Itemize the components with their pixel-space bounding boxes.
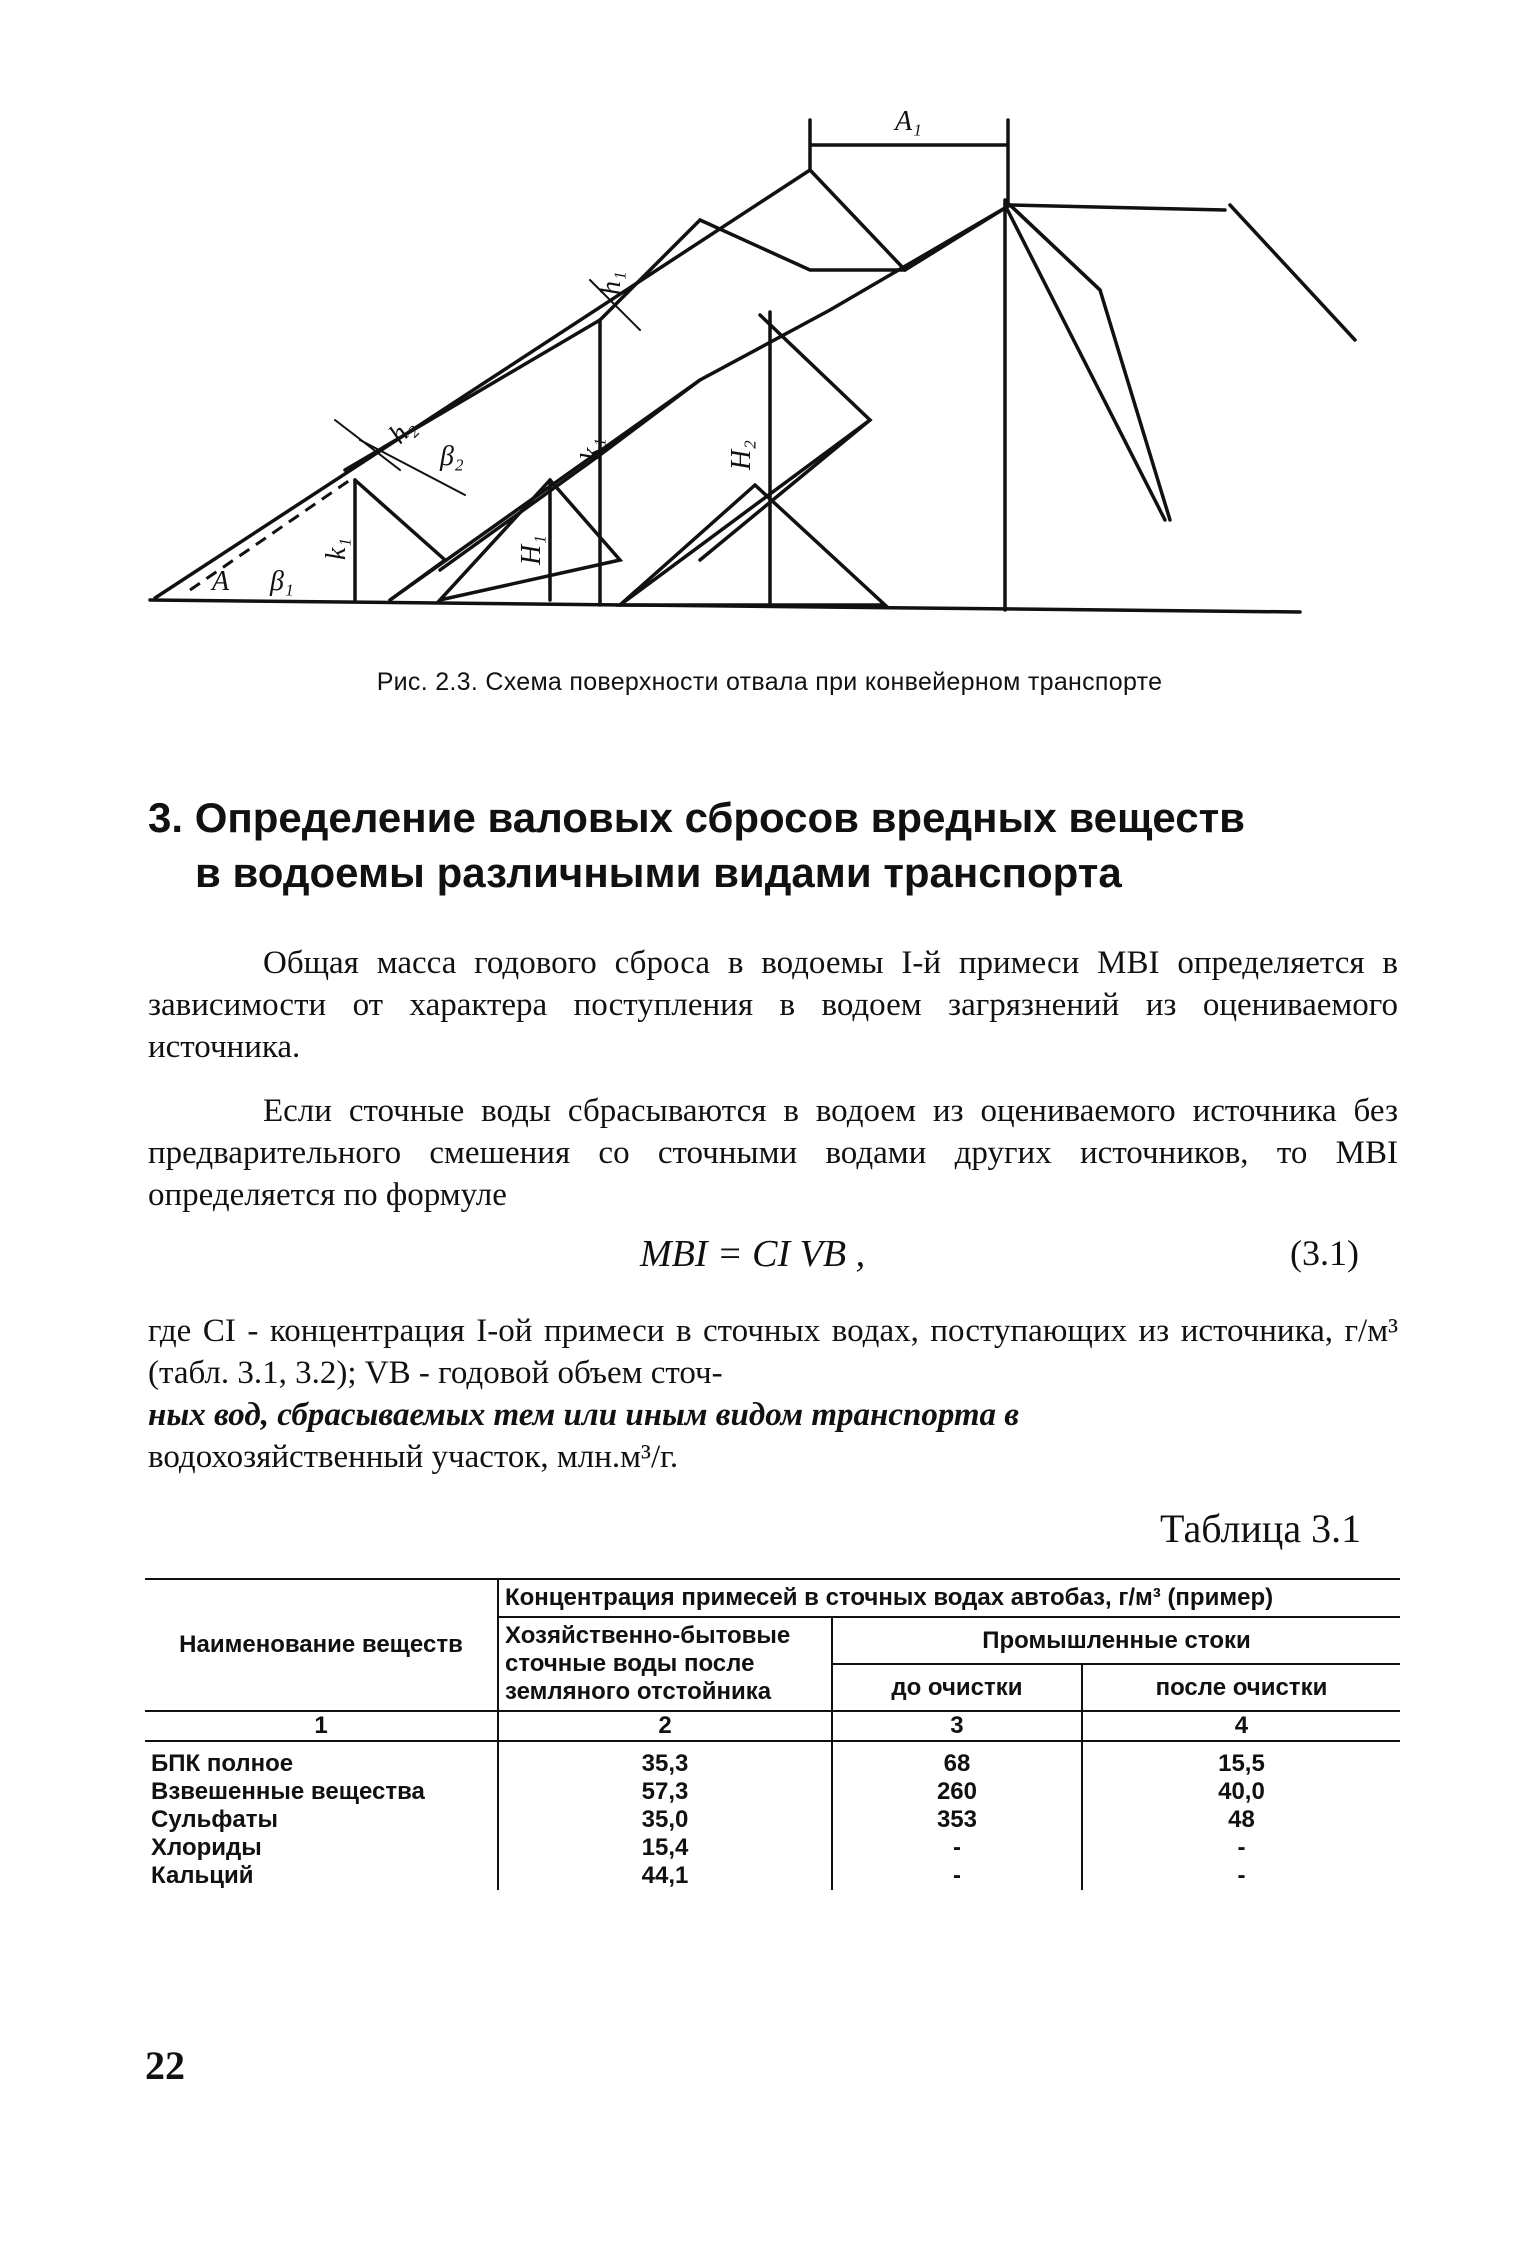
row-value: 68 [832, 1741, 1082, 1778]
header-industrial: Промышленные стоки [832, 1617, 1400, 1664]
label-k1b: k₁ [321, 537, 352, 560]
row-name: Хлориды [151, 1834, 262, 1861]
header-concentration: Концентрация примесей в сточных водах автобаз, г/м³ (пример) [498, 1579, 1400, 1617]
col-number: 2 [498, 1711, 832, 1741]
formula: MBI = CI VB , [640, 1233, 866, 1275]
label-a1: A₁ [895, 106, 922, 137]
figure-caption: Рис. 2.3. Схема поверхности отвала при конвейерном транспорте [376, 668, 1163, 696]
ridge-1 [810, 170, 905, 270]
row-value: 35,0 [498, 1806, 832, 1834]
label-H1: H₁ [516, 535, 547, 565]
header-name: Наименование веществ [179, 1631, 463, 1658]
col-number: 1 [314, 1712, 328, 1739]
header-after: после очистки [1082, 1664, 1400, 1711]
paragraph-3-text-b: ных вод, сбрасываемых тем или иным видом транспорта в [148, 1397, 1020, 1433]
ridge-far-right [1230, 205, 1355, 340]
label-A: A [212, 566, 230, 597]
triangle-small [620, 485, 885, 605]
paragraph-3-text-c: водохозяйственный участок, млн.м³/г. [148, 1439, 679, 1475]
col-number: 3 [832, 1711, 1082, 1741]
row-name: БПК полное [151, 1750, 294, 1777]
table-row [145, 1741, 1400, 1778]
table-row [145, 1834, 1400, 1862]
row-value: - [832, 1834, 1082, 1862]
table-row [145, 1778, 1400, 1806]
paragraph-3-text-a: где CI - концентрация I-ой примеси в сточных водах, поступающих из источника, г/м³ (табл. 3.1, 3.2); VB - годовой объем сточ- [148, 1313, 1398, 1391]
formula-number: (3.1) [1290, 1233, 1359, 1273]
paragraph-3 [148, 1310, 1398, 1478]
label-beta2: β₂ [440, 441, 464, 472]
triangle-left [355, 480, 445, 600]
heading-line-1: 3. Определение валовых сбросов вредных веществ [148, 794, 1245, 841]
row-value: 48 [1082, 1806, 1400, 1834]
row-value: 35,3 [498, 1741, 832, 1778]
row-value: 57,3 [498, 1778, 832, 1806]
label-k1a: k₁ [576, 437, 607, 460]
row-value: - [832, 1862, 1082, 1890]
paragraph-2 [148, 1090, 1398, 1216]
header-household: Хозяйственно-бытовые сточные воды после земляного отстойника [498, 1617, 832, 1711]
row-value: - [1082, 1834, 1400, 1862]
row-value: 260 [832, 1778, 1082, 1806]
dump-surface-diagram [0, 0, 1539, 640]
row-value: 15,5 [1082, 1741, 1400, 1778]
triangle-large [1010, 205, 1170, 520]
row-name: Взвешенные вещества [151, 1778, 425, 1805]
header-before: до очистки [832, 1664, 1082, 1711]
slope-right-1 [1005, 205, 1165, 520]
row-value: - [1082, 1862, 1400, 1890]
section-heading [148, 790, 1388, 900]
label-H2: H₂ [726, 440, 757, 470]
concentration-table [145, 1578, 1400, 1890]
col-number: 4 [1082, 1711, 1400, 1741]
row-value: 44,1 [498, 1862, 832, 1890]
row-value: 15,4 [498, 1834, 832, 1862]
table-row [145, 1806, 1400, 1834]
heading-line-2: в водоемы различными видами транспорта [195, 849, 1122, 896]
label-h2: h₂ [383, 411, 422, 450]
table-title: Таблица 3.1 [1160, 1506, 1362, 1551]
row-value: 353 [832, 1806, 1082, 1834]
paragraph-1 [148, 942, 1398, 1068]
row-name: Кальций [151, 1862, 254, 1889]
label-h1: h₁ [596, 271, 627, 295]
ridge-upper-right [1010, 205, 1225, 210]
page-number: 22 [145, 2043, 185, 2088]
table-row [145, 1862, 1400, 1890]
label-beta1: β₁ [270, 566, 294, 597]
row-name: Сульфаты [151, 1806, 278, 1833]
paragraph-2-text: Если сточные воды сбрасываются в водоем из оцениваемого источника без предварительного смешения со сточными водами других источников, то MBI определяется по формуле [148, 1093, 1398, 1213]
paragraph-1-text: Общая масса годового сброса в водоемы I-й примеси MBI определяется в зависимости от характера поступления в водоем загрязнений из оцениваемого источника. [148, 945, 1398, 1065]
ridge-2 [345, 205, 1010, 470]
row-value: 40,0 [1082, 1778, 1400, 1806]
